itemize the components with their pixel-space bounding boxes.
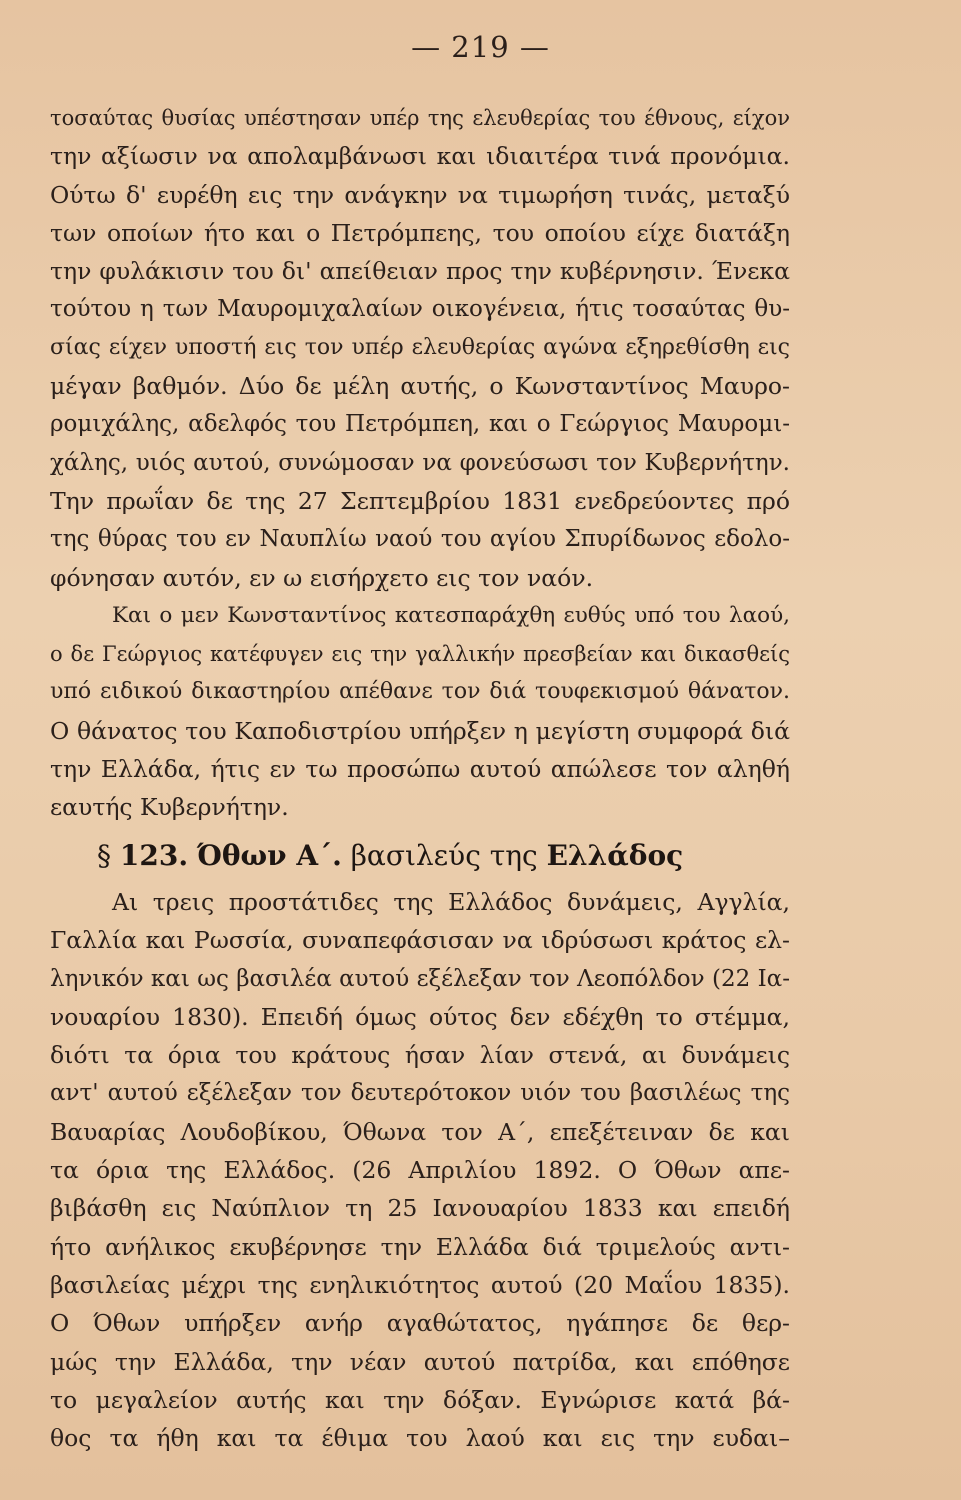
text-line: Ούτω δ' ευρέθη εις την ανάγκην να τιμωρήση τινάς, μεταξύ xyxy=(50,180,790,209)
text-line: τούτου η των Μαυρομιχαλαίων οικογένεια, ήτις τοσαύτας θυ- xyxy=(50,296,790,323)
text-line: μώς την Ελλάδα, την νέαν αυτού πατρίδα, και επόθησε xyxy=(50,1347,790,1376)
text-line: σίας είχεν υποστή εις τον υπέρ ελευθερίας αγώνα εξηρεθίσθη εις xyxy=(50,334,790,360)
text-line: της θύρας του εν Ναυπλίω ναού του αγίου Σπυρίδωνος εδολο- xyxy=(50,526,790,553)
section-number: 123. xyxy=(119,839,189,872)
text-line: μέγαν βαθμόν. Δύο δε μέλη αυτής, ο Κωνσταντίνος Μαυρο- xyxy=(50,372,790,401)
text-line: τα όρια της Ελλάδος. (26 Απριλίου 1892. Ο Όθων απε- xyxy=(50,1156,790,1185)
section-title-end: Ελλάδος xyxy=(546,839,684,872)
text-line: υπό ειδικού δικαστηρίου απέθανε τον διά τουφεκισμού θάνατον. xyxy=(50,679,790,705)
text-line: Αι τρεις προστάτιδες της Ελλάδος δυνάμεις, Αγγλία, xyxy=(112,888,790,916)
text-line: νουαρίου 1830). Επειδή όμως ούτος δεν εδέχθη το στέμμα, xyxy=(50,1002,790,1031)
text-line: Την πρωΐαν δε της 27 Σεπτεμβρίου 1831 ενεδρεύοντες πρό xyxy=(50,486,790,515)
text-line: ο δε Γεώργιος κατέφυγεν εις την γαλλικήν πρεσβείαν και δικασθείς xyxy=(50,642,790,667)
text-line: Γαλλία και Ρωσσία, συναπεφάσισαν να ιδρύσωσι κράτος ελ- xyxy=(50,926,790,955)
text-line: βασιλείας μέχρι της ενηλικιότητος αυτού (20 Μαΐου 1835). xyxy=(50,1270,790,1299)
text-line: Ο Όθων υπήρξεν ανήρ αγαθώτατος, ηγάπησε δε θερ- xyxy=(50,1309,790,1338)
section-title-name: Όθων Α΄. xyxy=(197,839,342,872)
body-text-top xyxy=(50,99,790,827)
text-line: την φυλάκισιν του δι' απείθειαν προς την κυβέρνησιν. Ένεκα xyxy=(50,257,790,286)
page-number: — 219 — xyxy=(411,30,550,64)
text-line: χάλης, υιός αυτού, συνώμοσαν να φονεύσωσι τον Κυβερνήτην. xyxy=(50,449,790,476)
text-line: ρομιχάλης, αδελφός του Πετρόμπεη, και ο Γεώργιος Μαυρομι- xyxy=(50,411,790,438)
text-line: των οποίων ήτο και ο Πετρόμπεης, του οποίου είχε διατάξη xyxy=(50,218,790,247)
text-line: θος τα ήθη και τα έθιμα του λαού και εις την ευδαι– xyxy=(50,1424,790,1453)
text-line: Και ο μεν Κωνσταντίνος κατεσπαράχθη ευθύς υπό του λαού, xyxy=(112,602,790,628)
text-line: ληνικόν και ως βασιλέα αυτού εξέλεξαν τον Λεοπόλδον (22 Ια- xyxy=(50,965,790,992)
text-line: Βαυαρίας Λουδοβίκου, Όθωνα τον Α΄, επεξέτειναν δε και xyxy=(50,1117,790,1146)
text-line: αντ' αυτού εξέλεξαν τον δευτερότοκον υιόν του βασιλέως της xyxy=(50,1080,790,1107)
body-text-bottom xyxy=(50,883,790,1457)
text-line: ήτο ανήλικος εκυβέρνησε την Ελλάδα διά τριμελούς αντι- xyxy=(50,1232,790,1261)
section-symbol: § xyxy=(97,839,111,872)
text-line: Ο θάνατος του Καποδιστρίου υπήρξεν η μεγίστη συμφορά διά xyxy=(50,716,790,745)
text-line: βιβάσθη εις Ναύπλιον τη 25 Ιανουαρίου 1833 και επειδή xyxy=(50,1194,790,1223)
text-line: την αξίωσιν να απολαμβάνωσι και ιδιαιτέρα τινά προνόμια. xyxy=(50,142,790,171)
text-line: εαυτής Κυβερνήτην. xyxy=(50,793,289,822)
text-line: τοσαύτας θυσίας υπέστησαν υπέρ της ελευθερίας του έθνους, είχον xyxy=(50,106,790,130)
text-line: διότι τα όρια του κράτους ήσαν λίαν στενά, αι δυνάμεις xyxy=(50,1041,790,1070)
text-line: το μεγαλείον αυτής και την δόξαν. Εγνώρισε κατά βά- xyxy=(50,1385,790,1414)
text-line: την Ελλάδα, ήτις εν τω προσώπω αυτού απώλεσε τον αληθή xyxy=(50,755,790,784)
text-line: φόνησαν αυτόν, εν ω εισήρχετο εις τον ναόν. xyxy=(50,563,594,592)
section-heading xyxy=(97,836,777,876)
section-title-rest: βασιλεύς της xyxy=(350,839,538,872)
